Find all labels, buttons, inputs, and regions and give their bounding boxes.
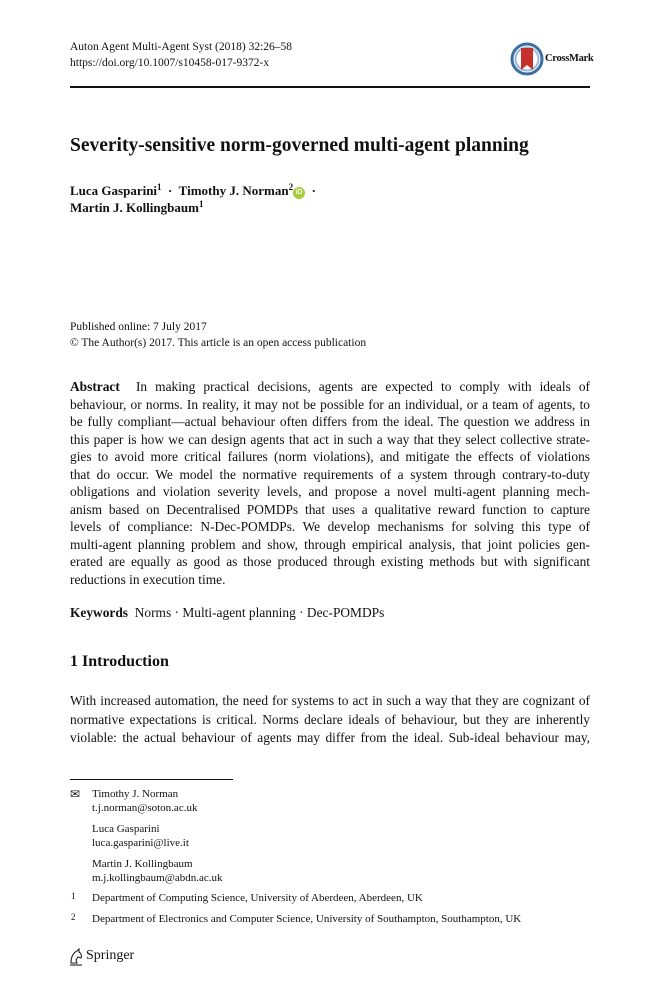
mail-icon: ✉ <box>70 787 81 801</box>
copyright: © The Author(s) 2017. This article is an open access publication <box>70 337 367 349</box>
contact-name: Luca Gasparini <box>92 823 160 835</box>
affiliation-ref: 2 <box>288 182 294 192</box>
affiliation-text: Department of Computing Science, University of Aberdeen, Aberdeen, UK <box>92 892 423 904</box>
contact-email[interactable]: m.j.kollingbaum@abdn.ac.uk <box>92 872 223 884</box>
affiliation-ref: 1 <box>157 182 162 192</box>
crossmark-icon <box>510 42 544 76</box>
abstract-line: behaviour, or norms. In reality, it may not be possible for an individual, or a team of agents, to <box>70 396 590 412</box>
abstract-line: this paper is how we can design agents that act in such a way that they select collective strate- <box>70 431 590 447</box>
author-name: Timothy J. Norman <box>178 183 289 198</box>
body-line: With increased automation, the need for systems to act in such a way that they are cognizant of <box>70 693 590 708</box>
abstract-line: obligations and violation severity levels, and propose a novel multi-agent planning mech- <box>70 484 590 499</box>
published-date: Published online: 7 July 2017 <box>70 321 207 333</box>
springer-logo <box>68 948 84 971</box>
separator: · <box>311 183 316 198</box>
authors-line-1 <box>70 183 316 199</box>
abstract-line: gies to avoid more critical failures (norm violations), and mitigate the effects of violations <box>70 449 590 464</box>
authors-line-2 <box>70 200 203 216</box>
header-rule <box>70 86 590 88</box>
author-name: Martin J. Kollingbaum <box>70 200 199 215</box>
contact-email[interactable]: luca.gasparini@live.it <box>92 837 189 849</box>
abstract-label: Abstract <box>70 379 120 394</box>
footnote-rule <box>70 779 233 780</box>
separator: · <box>168 183 173 198</box>
contact-email[interactable]: t.j.norman@soton.ac.uk <box>92 802 198 814</box>
keywords <box>70 604 590 621</box>
body-line: normative expectations is critical. Norms declare ideals of behaviour, but they are inherently <box>70 711 590 727</box>
abstract-line: erated are equally as good as those produced through existing methods but with significant <box>70 554 590 569</box>
abstract-line: levels of compliance: N-Dec-POMDPs. We develop mechanisms for solving this type of <box>70 519 590 534</box>
springer-horse-icon <box>68 948 84 966</box>
affiliation-number: 2 <box>71 912 76 922</box>
affiliation-ref: 1 <box>198 199 204 209</box>
contact-name: Martin J. Kollingbaum <box>92 858 193 870</box>
abstract-line: anism based on Decentralised POMDPs that uses a qualitative reward function to capture <box>70 501 590 517</box>
contact-name: Timothy J. Norman <box>92 788 179 800</box>
crossmark-badge[interactable] <box>510 42 544 81</box>
abstract-line: that do occur. We model the normative requirements of a system through contrary-to-duty <box>70 466 590 482</box>
orcid-icon[interactable]: iD <box>293 187 305 199</box>
doi-link[interactable]: https://doi.org/10.1007/s10458-017-9372-x <box>70 57 270 69</box>
keywords-label: Keywords <box>70 605 129 620</box>
abstract-line: be fully compliant—actual behaviour often differs from the ideal. The question we address in <box>70 414 590 429</box>
paper-title: Severity-sensitive norm-governed multi-agent planning <box>70 135 529 156</box>
abstract-line: Abstract In making practical decisions, agents are expected to comply with ideals of <box>70 379 591 394</box>
journal-citation: Auton Agent Multi-Agent Syst (2018) 32:26–58 <box>70 41 293 53</box>
abstract-line: multi-agent planning problem and show, through empirical analysis, that joint policies gen- <box>70 536 590 552</box>
abstract-line: reductions in execution time. <box>70 571 226 587</box>
body-line: violable: the actual behaviour of agents may differ from the ideal. Sub-ideal behaviour may, <box>70 730 590 745</box>
affiliation-text: Department of Electronics and Computer Science, University of Southampton, Southampton, UK <box>92 913 522 925</box>
affiliation-number: 1 <box>71 891 76 901</box>
crossmark-label: CrossMark <box>545 53 594 64</box>
section-heading: 1 Introduction <box>70 653 169 670</box>
keywords-list: Norms · Multi-agent planning · Dec-POMDPs <box>134 605 385 620</box>
author-name: Luca Gasparini <box>70 183 158 198</box>
publisher-name: Springer <box>86 948 135 963</box>
